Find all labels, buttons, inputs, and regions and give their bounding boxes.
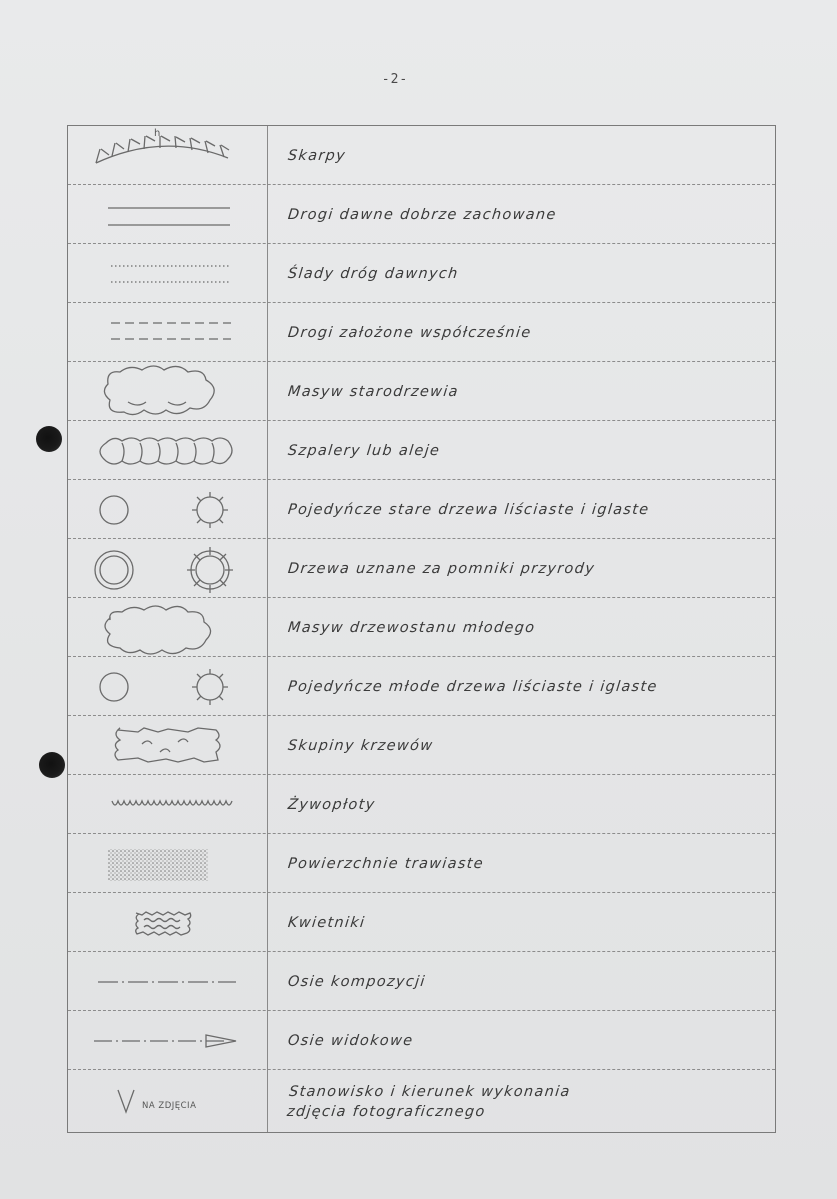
legend-label-text: Stanowisko i kierunek wykonania zdjęcia fotograficznego xyxy=(286,1084,572,1120)
double-dashed-line-icon xyxy=(68,303,267,362)
legend-row-composition-axes xyxy=(68,952,775,1011)
legend-row-old-tree-mass xyxy=(68,362,775,421)
page-number: -2- xyxy=(381,72,409,87)
binder-hole-top xyxy=(36,426,62,452)
view-axis-icon xyxy=(68,1011,267,1070)
legend-label: Masyw starodrzewia xyxy=(287,383,460,400)
photo-station-icon xyxy=(68,1070,267,1129)
legend-row-alleys xyxy=(68,421,775,480)
legend-row-natural-monuments xyxy=(68,539,775,598)
legend-row-modern-roads xyxy=(68,303,775,362)
legend-row-single-old-trees xyxy=(68,480,775,539)
legend-row-escarpments xyxy=(68,126,775,185)
tree-row-alley-icon xyxy=(68,421,267,480)
legend-label: Drogi dawne dobrze zachowane xyxy=(287,206,558,223)
legend-label: Pojedyńcze stare drzewa liściaste i iglaste xyxy=(287,501,651,518)
legend-label: Drzewa uznane za pomniki przyrody xyxy=(287,560,596,577)
escarpment-symbol-icon xyxy=(68,126,267,185)
legend-row-flowerbeds xyxy=(68,893,775,952)
hedges-icon xyxy=(68,775,267,834)
legend-label: Powierzchnie trawiaste xyxy=(287,855,485,872)
legend-row-young-tree-mass xyxy=(68,598,775,657)
legend-label: Skarpy xyxy=(287,147,347,164)
double-dotted-line-icon xyxy=(68,244,267,303)
legend-label: Szpalery lub aleje xyxy=(287,442,442,459)
legend-row-view-axes xyxy=(68,1011,775,1070)
legend-row-shrubs xyxy=(68,716,775,775)
double-solid-line-icon xyxy=(68,185,267,244)
legend-label: Osie widokowe xyxy=(287,1032,415,1049)
binder-hole-bottom xyxy=(39,752,65,778)
legend-label: Drogi założone współcześnie xyxy=(287,324,533,341)
legend-label: Kwietniki xyxy=(287,914,367,931)
legend-label: Żywopłoty xyxy=(287,796,377,813)
escarpment-height-label: h xyxy=(154,128,161,139)
composition-axis-icon xyxy=(68,952,267,1011)
legend-label xyxy=(285,1070,769,1134)
legend-label: Skupiny krzewów xyxy=(287,737,435,754)
single-old-trees-icon xyxy=(68,480,267,539)
legend-label: Pojedyńcze młode drzewa liściaste i iglaste xyxy=(287,678,659,695)
legend-row-grass xyxy=(68,834,775,893)
legend-row-road-traces xyxy=(68,244,775,303)
natural-monument-trees-icon xyxy=(68,539,267,598)
legend-row-photo-station xyxy=(68,1070,775,1134)
legend-row-single-young-trees xyxy=(68,657,775,716)
flowerbeds-icon xyxy=(68,893,267,952)
shrub-groups-icon xyxy=(68,716,267,775)
young-tree-mass-icon xyxy=(68,598,267,657)
legend-table xyxy=(67,125,776,1133)
legend-row-old-roads xyxy=(68,185,775,244)
grass-surfaces-icon xyxy=(68,834,267,893)
photo-station-caption: NA ZDJĘCIA xyxy=(142,1101,197,1111)
legend-label: Osie kompozycji xyxy=(287,973,427,990)
legend-row-hedges xyxy=(68,775,775,834)
old-tree-mass-icon xyxy=(68,362,267,421)
legend-label: Masyw drzewostanu młodego xyxy=(287,619,537,636)
single-young-trees-icon xyxy=(68,657,267,716)
legend-label: Ślady dróg dawnych xyxy=(287,265,460,282)
